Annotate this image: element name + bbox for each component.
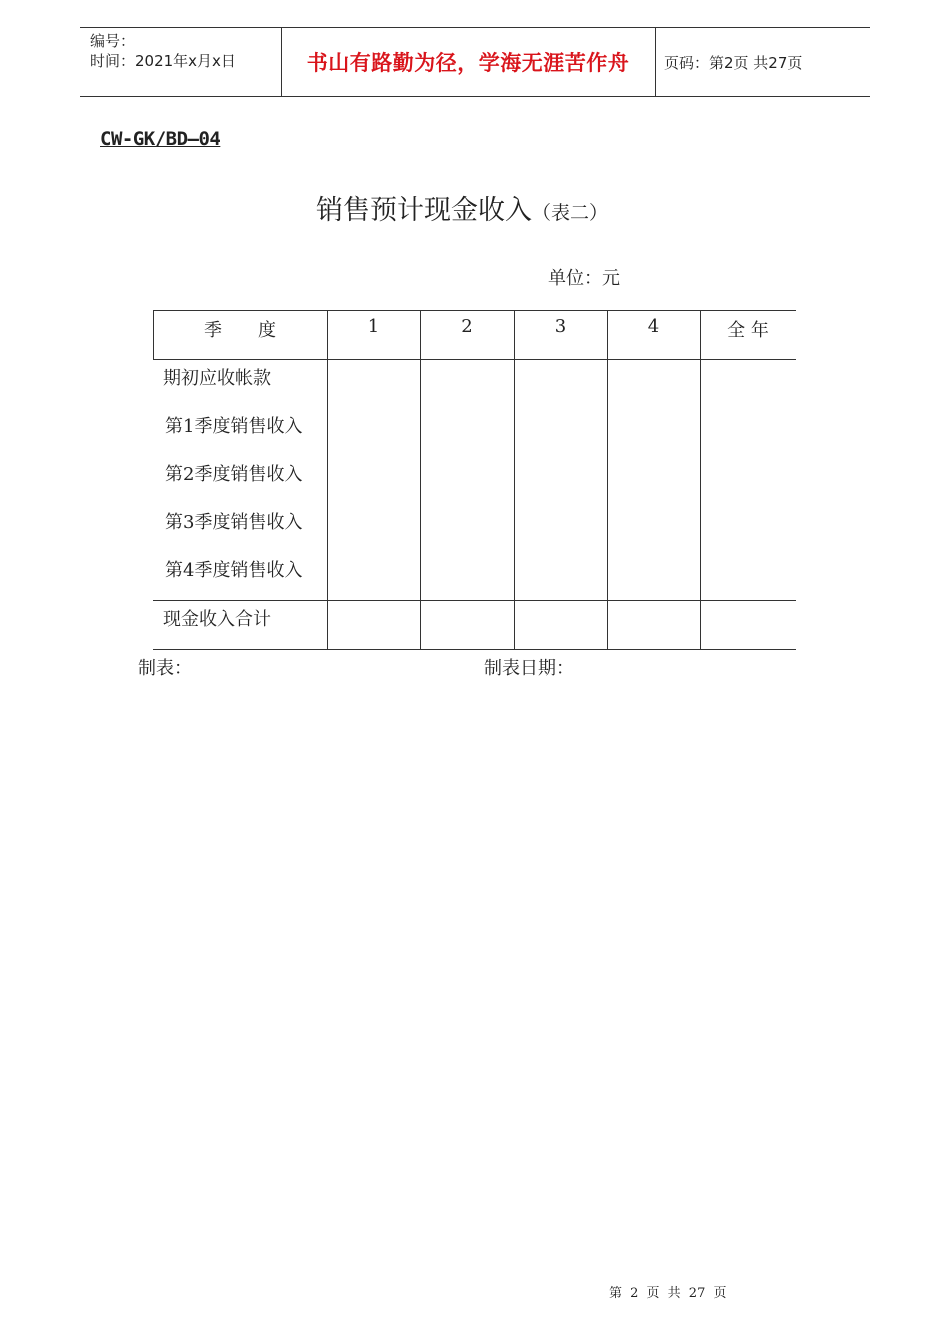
header-meta <box>90 31 236 71</box>
header-cell-q3: 3 <box>554 316 567 337</box>
document-number-label: 编号： <box>90 32 136 50</box>
title-suffix: （表二） <box>532 202 609 224</box>
page-number: 第 2 页 共 27 页 <box>609 1286 727 1301</box>
document-code: CW-GK/BD—04 <box>100 128 221 150</box>
footer-date: 制表日期： <box>484 658 574 679</box>
row-label-q2-sales: 第2季度销售收入 <box>165 464 303 485</box>
document-time-label: 时间：2021年x月x日 <box>90 52 236 70</box>
row-label-q4-sales: 第4季度销售收入 <box>165 560 303 581</box>
table-rule <box>420 310 421 650</box>
table-rule <box>700 310 701 650</box>
row-label-total-cash-receipts: 现金收入合计 <box>163 609 271 630</box>
row-label-q1-sales: 第1季度销售收入 <box>165 416 303 437</box>
header-cell-quarter: 季 度 <box>204 320 276 341</box>
header-divider <box>655 28 656 96</box>
header-page-info: 页码：第2页 共27页 <box>664 53 803 72</box>
table-rule <box>607 310 608 650</box>
header-cell-q1: 1 <box>367 316 380 337</box>
title-main: 销售预计现金收入 <box>316 195 532 226</box>
page-header <box>80 27 870 97</box>
page-title <box>316 188 608 227</box>
table-rule <box>514 310 515 650</box>
row-label-opening-receivables: 期初应收帐款 <box>163 368 271 389</box>
row-label-q3-sales: 第3季度销售收入 <box>165 512 303 533</box>
header-motto: 书山有路勤为径，学海无涯苦作舟 <box>306 51 630 75</box>
footer-maker: 制表： <box>138 658 192 679</box>
header-cell-q4: 4 <box>647 316 660 337</box>
table-rule <box>327 310 328 650</box>
cash-receipts-table <box>153 310 796 649</box>
unit-label: 单位：元 <box>548 268 620 289</box>
header-cell-full-year: 全 年 <box>727 320 769 341</box>
header-cell-q2: 2 <box>461 316 473 337</box>
